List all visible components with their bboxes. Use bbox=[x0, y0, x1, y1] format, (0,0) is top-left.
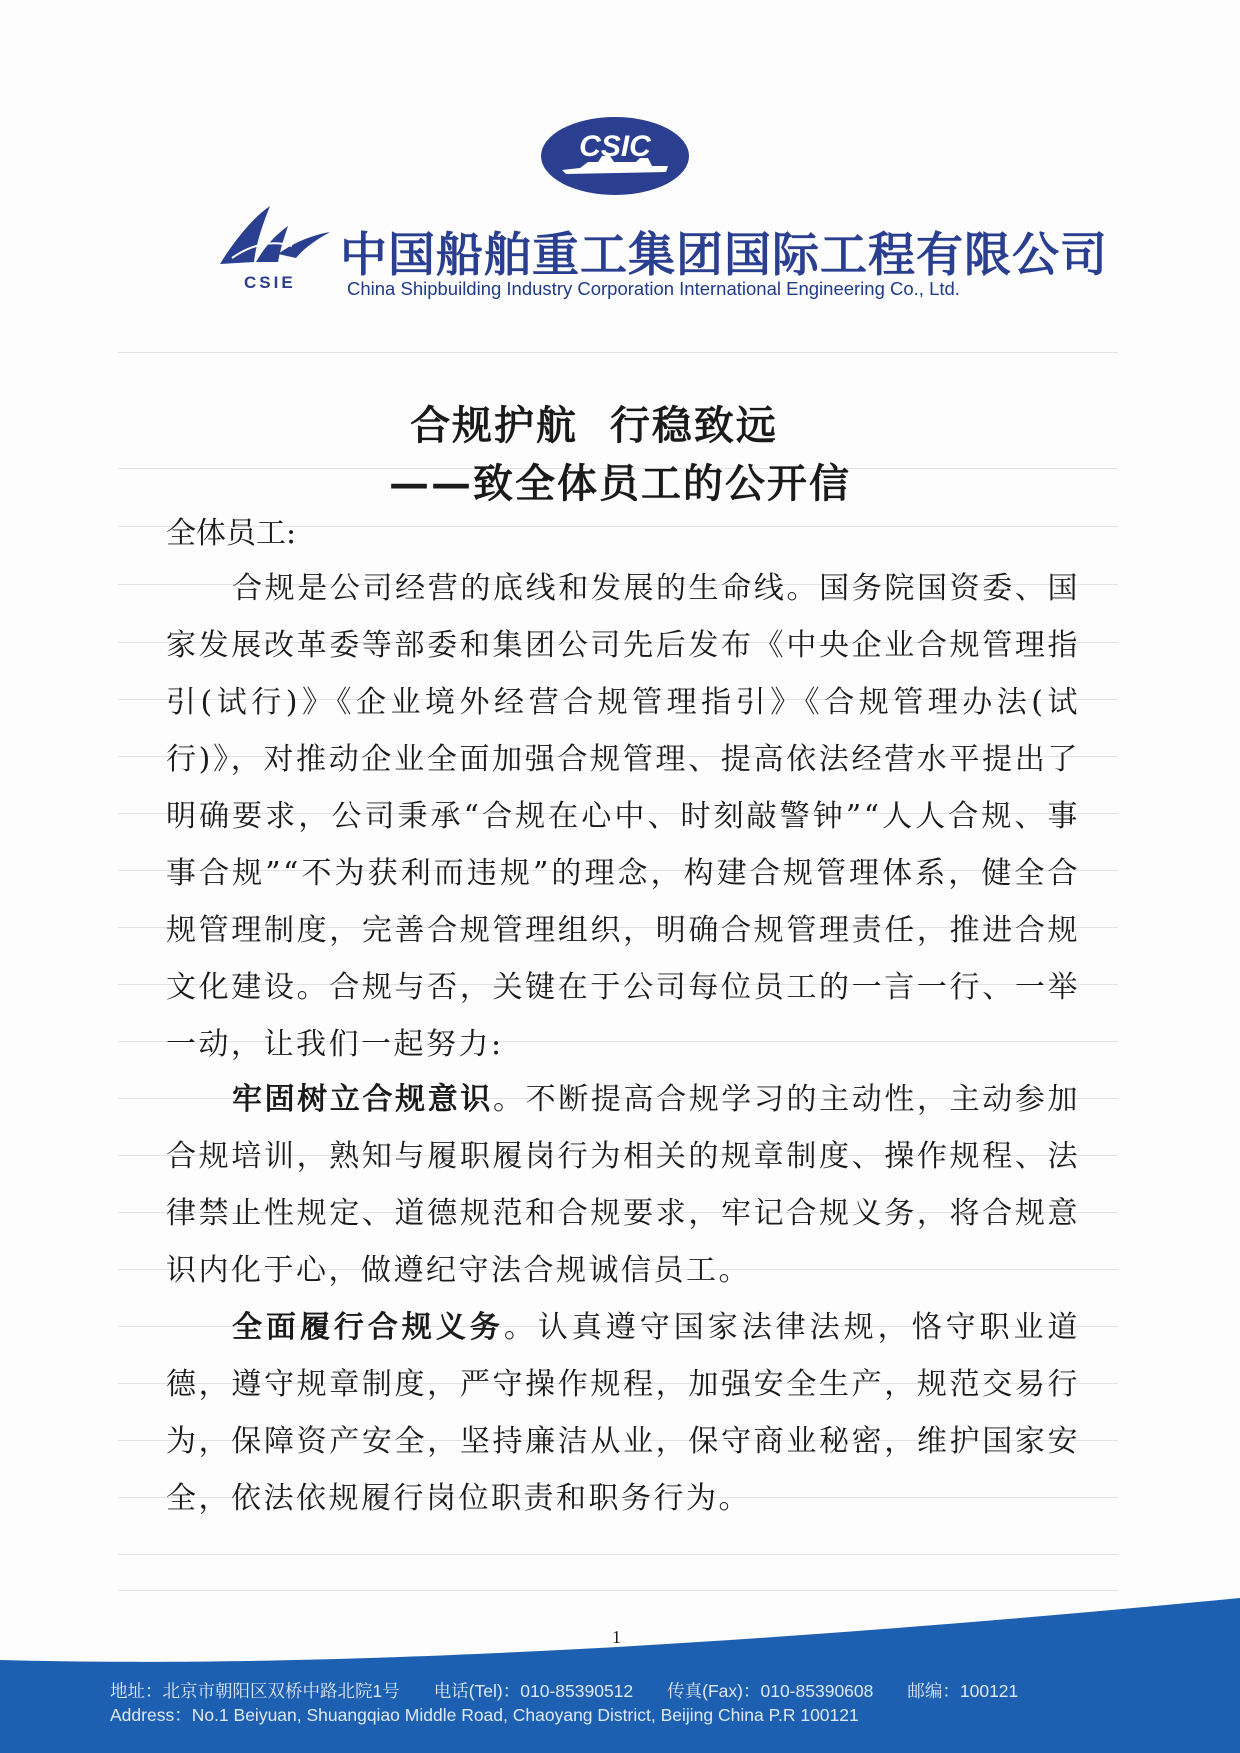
svg-text:CSIC: CSIC bbox=[579, 130, 651, 163]
footer-address-en: Address：No.1 Beiyuan, Shuangqiao Middle Road, Chaoyang District, Beijing China P.R 100121 bbox=[110, 1705, 859, 1725]
csie-sail-logo bbox=[212, 204, 332, 294]
salutation: 全体员工: bbox=[166, 516, 297, 551]
footer-wave-band bbox=[0, 1580, 1240, 1753]
csic-badge-logo bbox=[540, 116, 690, 196]
footer-tel: 电话(Tel)：010-85390512 bbox=[433, 1681, 634, 1701]
letter-title bbox=[0, 394, 1240, 451]
paragraph-intro: 合规是公司经营的底线和发展的生命线。国务院国资委、国家发展改革委等部委和集团公司先后发布《中央企业合规管理指引(试行)》《企业境外经营合规管理指引》《合规管理办法(试行)》，对推动企业全面加强合规管理、提高依法经营水平提出了明确要求，公司秉承“合规在心中、时刻敲警钟”“人人合规、事事合规”“不为获利而违规”的理念，构建合规管理体系，健全合规管理制度，完善合规管理组织，明确合规管理责任，推进合规文化建设。合规与否，关键在于公司每位员工的一言一行、一举一动，让我们一起努力: bbox=[166, 571, 1080, 1062]
paragraph-obligations-body: 。认真遵守国家法律法规，恪守职业道德，遵守规章制度，严守操作规程，加强安全生产，规范交易行为，保障资产安全，坚持廉洁从业，保守商业秘密，维护国家安全，依法依规履行岗位职责和职务行为。 bbox=[166, 1310, 1081, 1516]
paragraph-obligations-heading: 全面履行合规义务 bbox=[232, 1310, 504, 1345]
letter-title-line1: 合规护航 行稳致远 bbox=[410, 402, 778, 449]
svg-text:CSIE: CSIE bbox=[244, 273, 296, 292]
letter-subtitle: ——致全体员工的公开信 bbox=[389, 460, 851, 507]
ruled-line bbox=[118, 352, 1118, 353]
company-name-cn: 中国船舶重工集团国际工程有限公司 bbox=[340, 228, 1108, 283]
paragraph-awareness-body: 。不断提高合规学习的主动性，主动参加合规培训，熟知与履职履岗行为相关的规章制度、操作规程、法律禁止性规定、道德规范和合规要求，牢记合规义务，将合规意识内化于心，做遵纪守法合规诚信员工。 bbox=[166, 1082, 1081, 1288]
footer-postcode: 邮编：100121 bbox=[907, 1681, 1019, 1701]
paragraph-awareness bbox=[166, 1071, 1080, 1299]
paragraph-awareness-heading: 牢固树立合规意识 bbox=[232, 1082, 493, 1117]
footer-address-cn: 地址：北京市朝阳区双桥中路北院1号 bbox=[110, 1681, 400, 1701]
ruled-line bbox=[118, 1554, 1118, 1555]
paragraph-obligations bbox=[166, 1299, 1080, 1527]
footer-fax: 传真(Fax)：010-85390608 bbox=[667, 1681, 874, 1701]
page-number: 1 bbox=[612, 1627, 621, 1647]
footer-contact-line bbox=[110, 1678, 1230, 1703]
company-name-en: China Shipbuilding Industry Corporation International Engineering Co., Ltd. bbox=[347, 278, 960, 299]
